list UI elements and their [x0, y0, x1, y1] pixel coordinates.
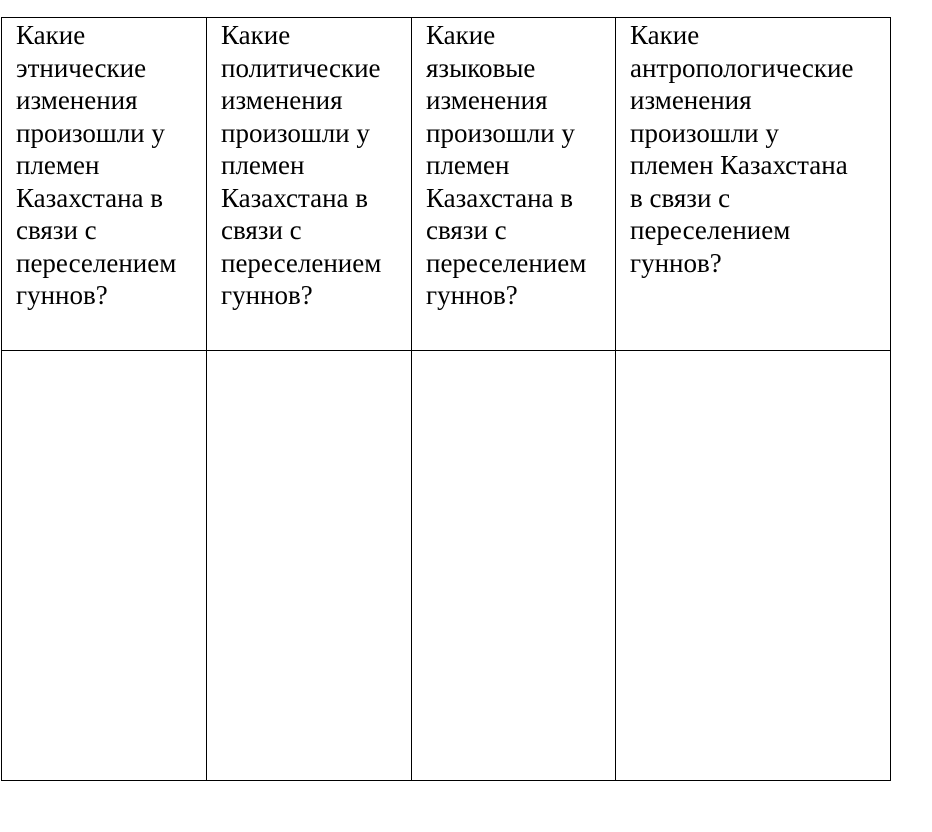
- answer-anthropological: [616, 351, 890, 352]
- header-row: [2, 18, 891, 351]
- question-anthropological: Какие антропологические изменения произошли у племен Казахстана в связи с переселением гуннов?: [630, 20, 854, 278]
- question-linguistic: Какие языковые изменения произошли у племен Казахстана в связи с переселением гуннов?: [426, 20, 587, 310]
- answer-ethnic: [2, 351, 206, 352]
- question-ethnic: Какие этнические изменения произошли у племен Казахстана в связи с переселением гуннов?: [16, 20, 177, 310]
- question-political: Какие политические изменения произошли у племен Казахстана в связи с переселением гуннов?: [221, 20, 382, 310]
- header-cell-anthropological: [616, 18, 891, 351]
- answer-cell-linguistic[interactable]: [412, 351, 616, 781]
- answer-linguistic: [412, 351, 615, 352]
- header-cell-linguistic: [412, 18, 616, 351]
- answer-political: [207, 351, 411, 352]
- answer-cell-anthropological[interactable]: [616, 351, 891, 781]
- header-cell-political: [207, 18, 412, 351]
- answer-row: [2, 351, 891, 781]
- answer-cell-ethnic[interactable]: [2, 351, 207, 781]
- header-cell-ethnic: [2, 18, 207, 351]
- answer-cell-political[interactable]: [207, 351, 412, 781]
- questions-table: [1, 17, 891, 781]
